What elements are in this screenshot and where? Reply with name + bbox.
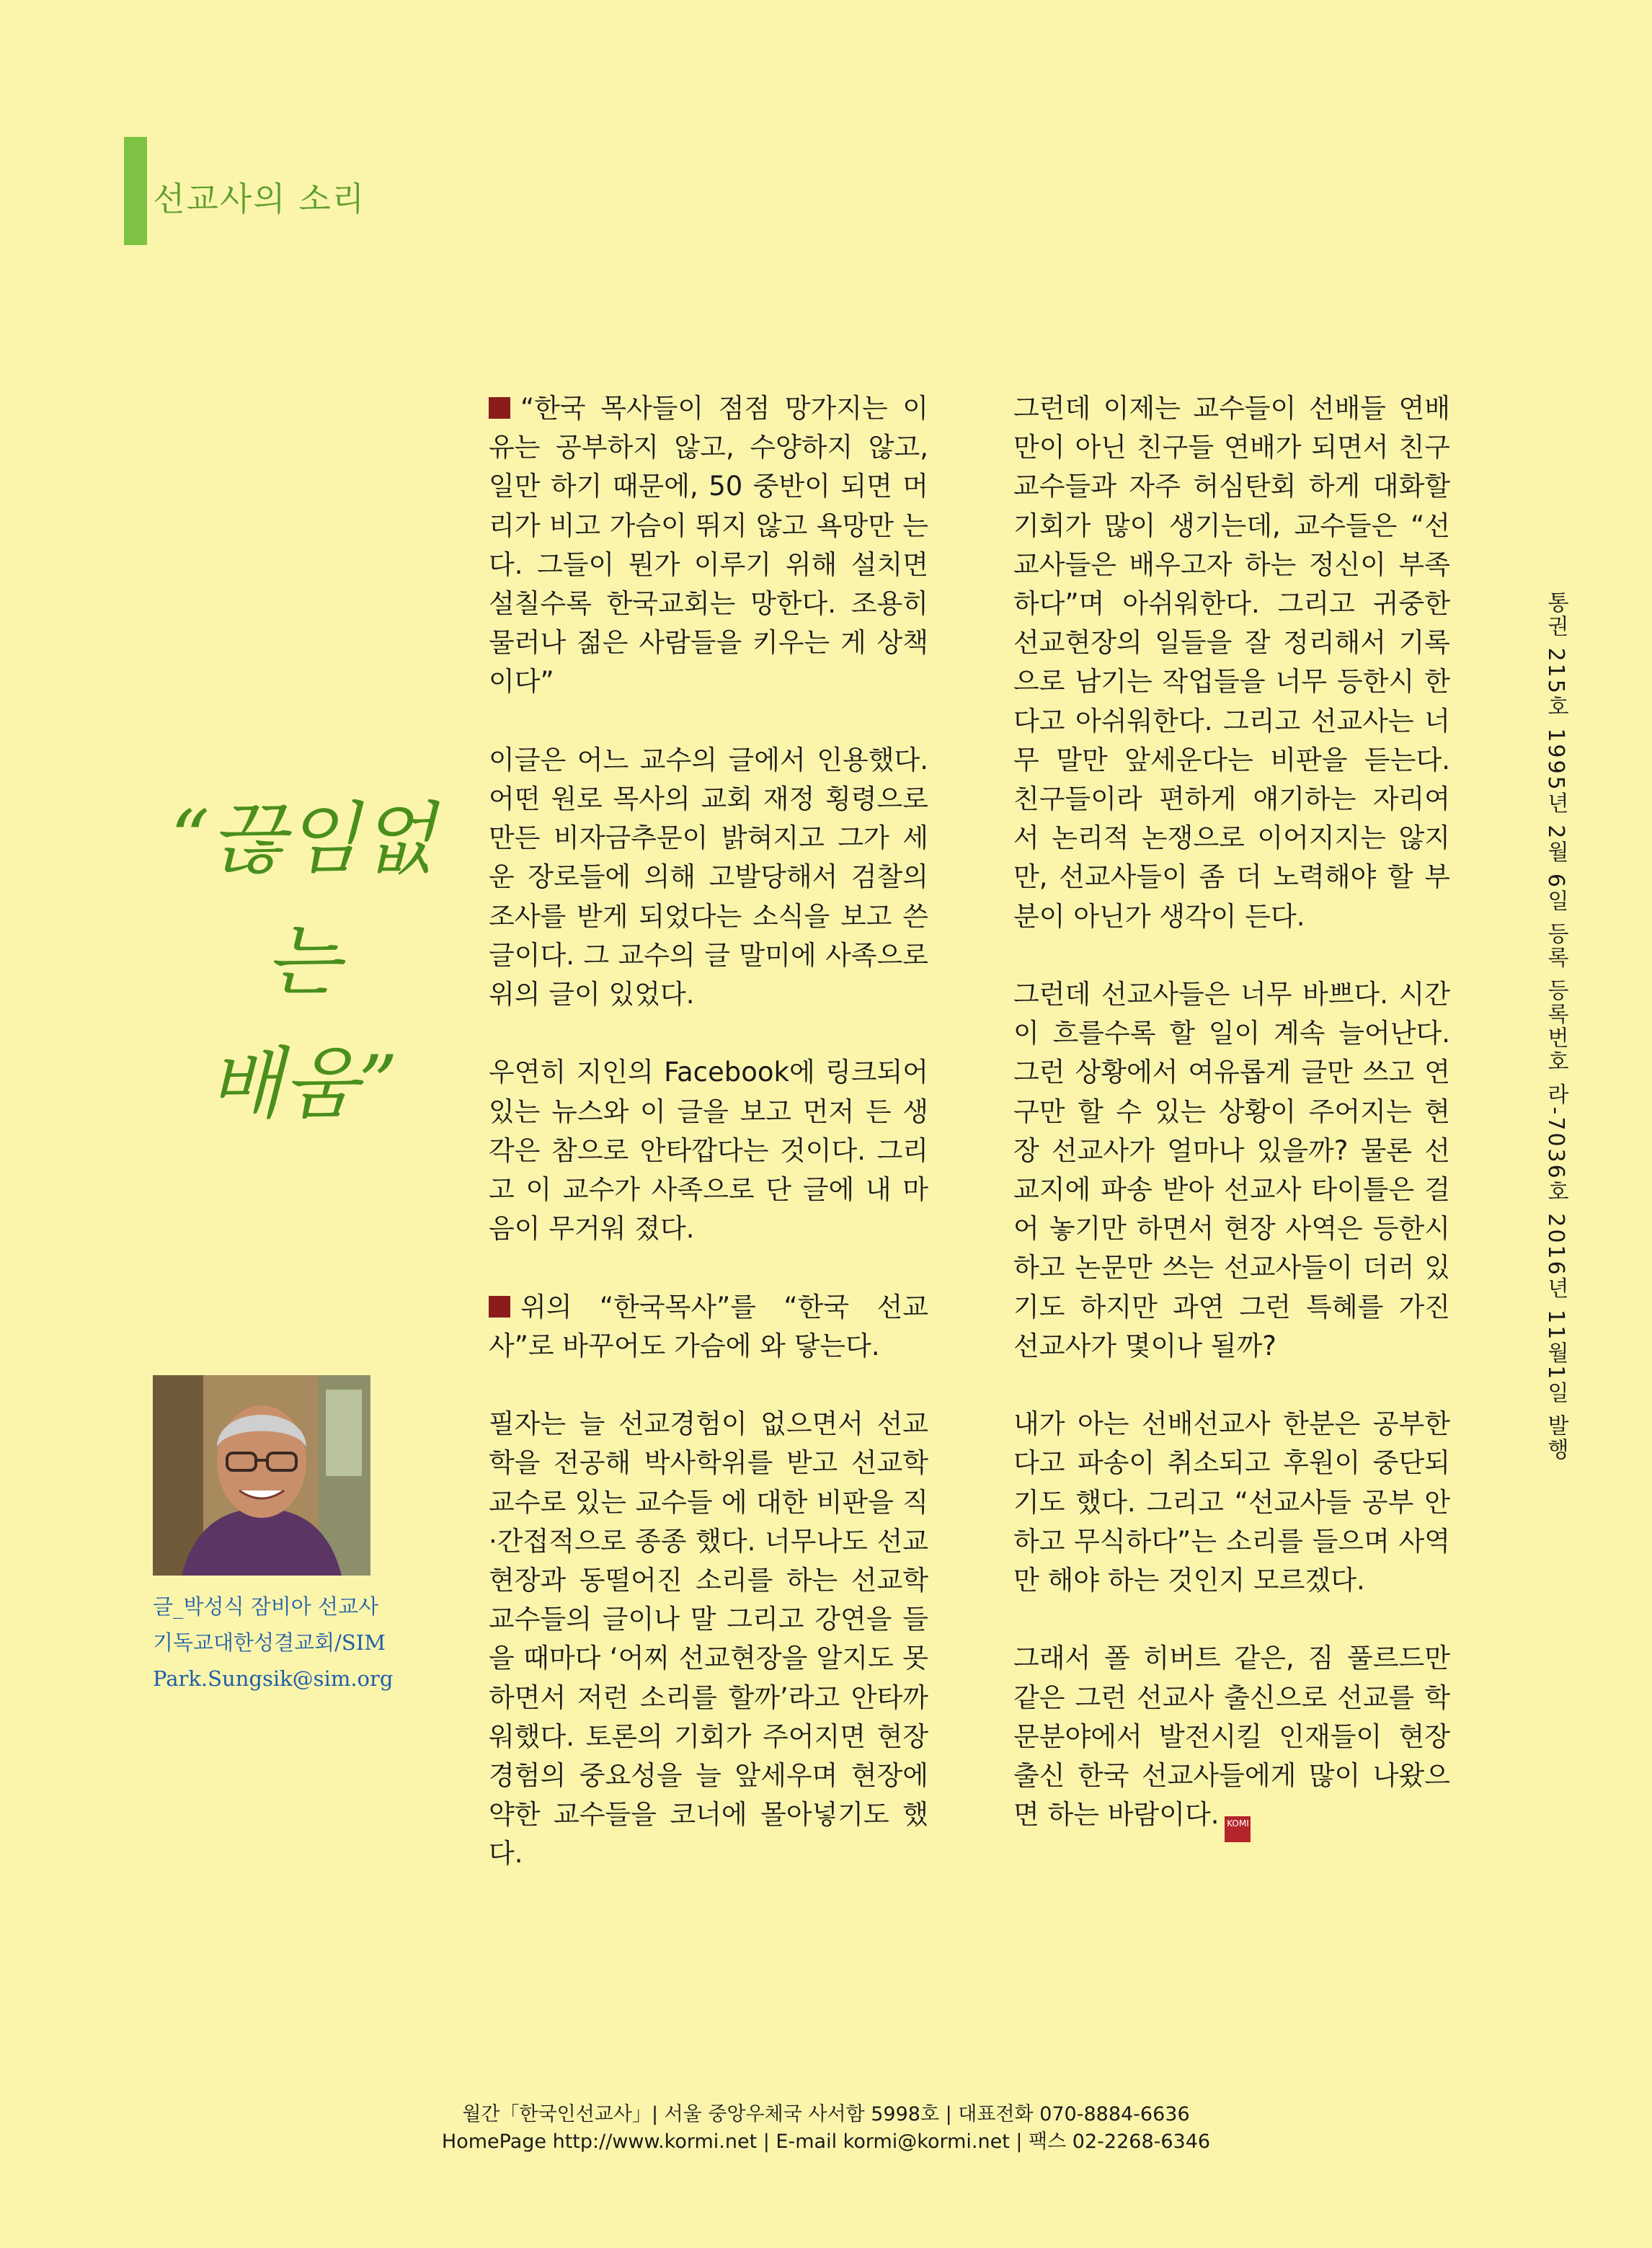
author-name: 글_박성식 잠비아 선교사 (153, 1594, 379, 1619)
publication-info-vertical: 통권 215호 1995년 2월 6일 등록 등록번호 라-7036호 2016년 11월1일 발행 (1543, 591, 1568, 1462)
paragraph: 우연히 지인의 Facebook에 링크되어 있는 뉴스와 이 글을 보고 먼저 든 생각은 참으로 안타깝다는 것이다. 그리고 이 교수가 사족으로 단 글에 내 마음이 무거워 졌다. (489, 1057, 928, 1245)
square-bullet-icon (489, 397, 510, 419)
author-affiliation: 기독교대한성결교회/SIM (153, 1630, 386, 1655)
author-email: Park.Sungsik@sim.org (153, 1666, 394, 1691)
paragraph: 필자는 늘 선교경험이 없으면서 선교학을 전공해 박사학위를 받고 선교학 교수로 있는 교수들 에 대한 비판을 직·간접적으로 종종 했다. 너무나도 선교현장과 동떨어진 소리를 하는 선교학 교수들의 글이나 말 그리고 강연을 들을 때마다 ‘어찌 선교현장을 알지도 못하면서 저런 소리를 할까’라고 안타까워했다. 토론의 기회가 주어지면 현장경험의 중요성을 늘 앞세우며 현장에 약한 교수들을 코너에 몰아넣기도 했다. (489, 1408, 928, 1870)
footer-line2: HomePage http://www.kormi.net | E-mail kormi@kormi.net | 팩스 02-2268-6346 (441, 2131, 1211, 2153)
paragraph: 내가 아는 선배선교사 한분은 공부한다고 파송이 취소되고 후원이 중단되기도 했다. 그리고 “선교사들 공부 안하고 무식하다”는 소리를 들으며 사역만 해야 하는 것인지 모르겠다. (1013, 1408, 1450, 1596)
paragraph: 그런데 이제는 교수들이 선배들 연배만이 아닌 친구들 연배가 되면서 친구 교수들과 자주 허심탄회 하게 대화할 기회가 많이 생기는데, 교수들은 “선교사들은 배우고자 하는 정신이 부족하다”며 아쉬워한다. 그리고 귀중한 선교현장의 일들을 잘 정리해서 기록으로 남기는 작업들을 너무 등한시 한다고 아쉬워한다. 그리고 선교사는 너무 말만 앞세운다는 비판을 듣는다. 친구들이라 편하게 얘기하는 자리여서 논리적 논쟁으로 이어지지는 않지만, 선교사들이 좀 더 노력해야 할 부분이 아닌가 생각이 든다. (1013, 393, 1450, 932)
article-column-left (489, 389, 928, 1913)
section-label: 선교사의 소리 (153, 179, 366, 218)
paragraph: 그런데 선교사들은 너무 바쁘다. 시간이 흐를수록 할 일이 계속 늘어난다. 그런 상황에서 여유롭게 글만 쓰고 연구만 할 수 있는 상황이 주어지는 현장 선교사가 얼마나 있을까? 물론 선교지에 파송 받아 선교사 타이틀은 걸어 놓기만 하면서 현장 사역은 등한시하고 논문만 쓰는 선교사들이 더러 있기도 하지만 과연 그런 특혜를 가진 선교사가 몇이나 될까? (1013, 979, 1450, 1361)
paragraph: 그래서 폴 히버트 같은, 짐 풀르드만 같은 그런 선교사 출신으로 선교를 학문분야에서 발전시킬 인재들이 현장 출신 한국 선교사들에게 많이 나왔으면 하는 바람이다. KOMI (1013, 1639, 1450, 1842)
section-accent-bar (124, 137, 147, 245)
author-info (153, 1589, 412, 1697)
author-photo (153, 1375, 370, 1576)
footer (0, 2102, 1652, 2156)
komi-logo-icon: KOMI (1225, 1816, 1251, 1842)
article-column-right (1013, 389, 1450, 1881)
square-bullet-icon (489, 1296, 510, 1318)
article-title (159, 778, 447, 1146)
article-title-line2: 배움” (208, 1039, 398, 1129)
footer-line1: 월간「한국인선교사」| 서울 중앙우체국 사서함 5998호 | 대표전화 070-8884-6636 (462, 2103, 1190, 2125)
paragraph: 위의 “한국목사”를 “한국 선교사”로 바꾸어도 가슴에 와 닿는다. (489, 1291, 928, 1361)
paragraph: 이글은 어느 교수의 글에서 인용했다. 어떤 원로 목사의 교회 재정 횡령으로 만든 비자금추문이 밝혀지고 그가 세운 장로들에 의해 고발당해서 검찰의 조사를 받게 되었다는 소식을 보고 쓴 글이다. 그 교수의 글 말미에 사족으로 위의 글이 있었다. (489, 744, 928, 1010)
author-portrait-image (153, 1375, 370, 1576)
article-title-line1: “끊임없는 (169, 794, 436, 1007)
paragraph: “한국 목사들이 점점 망가지는 이유는 공부하지 않고, 수양하지 않고, 일만 하기 때문에, 50 중반이 되면 머리가 비고 가슴이 뛰지 않고 욕망만 는다. 그들이 뭔가 이루기 위해 설치면 설칠수록 한국교회는 망한다. 조용히 물러나 젊은 사람들을 키우는 게 상책이다” (489, 393, 928, 698)
